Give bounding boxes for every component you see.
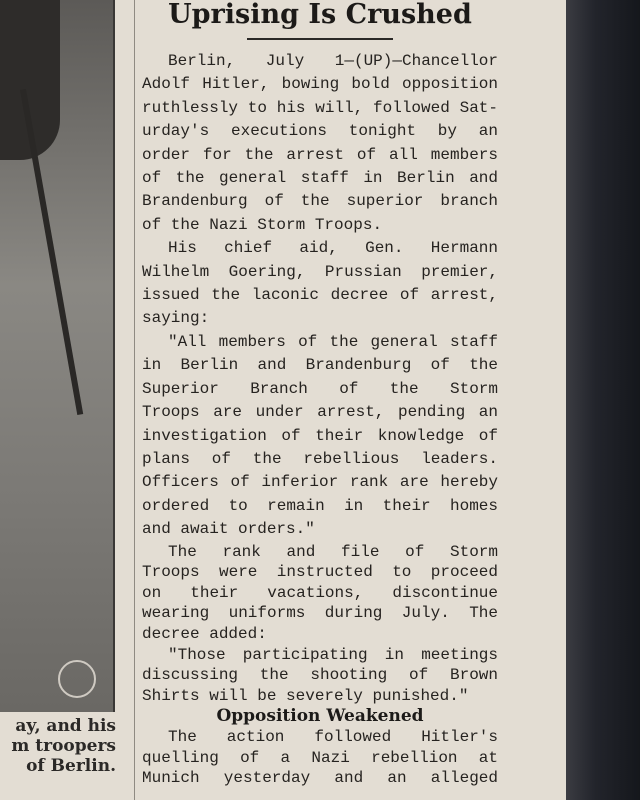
- photo-seal-stamp: [58, 660, 96, 698]
- paragraph: [142, 542, 498, 645]
- news-photo: [0, 0, 115, 712]
- caption-line: m troopers: [11, 736, 116, 756]
- text-line: Troops are under arrest, pending an: [142, 403, 498, 422]
- caption-line: ay, and his: [15, 716, 116, 736]
- paragraph: [142, 645, 498, 707]
- text-line: Superior Branch of the Storm: [142, 379, 498, 398]
- headline: Uprising Is Crushed: [168, 0, 472, 30]
- text-line: decree added:: [142, 624, 267, 643]
- background-edge: [566, 0, 640, 800]
- headline-rule: [247, 38, 393, 40]
- text-line: The action followed Hitler's: [168, 728, 498, 747]
- text-line: order for the arrest of all members: [142, 145, 498, 164]
- text-line: Officers of inferior rank are hereby: [142, 473, 498, 492]
- text-line: issued the laconic decree of arrest,: [142, 286, 498, 305]
- text-line: urday's executions tonight by an: [142, 122, 498, 141]
- text-line: Brandenburg of the superior branch: [142, 192, 498, 211]
- column-rule: [134, 0, 135, 800]
- text-line: of the Nazi Storm Troops.: [142, 215, 383, 234]
- caption-line: of Berlin.: [26, 756, 116, 776]
- text-line: ruthlessly to his will, followed Sat-: [142, 98, 498, 117]
- news-article: [142, 0, 498, 789]
- text-line: and await orders.": [142, 520, 315, 539]
- text-line: ordered to remain in their homes: [142, 496, 498, 515]
- text-line: of the general staff in Berlin and: [142, 169, 498, 188]
- text-line: The rank and file of Storm: [168, 542, 498, 561]
- text-line: Adolf Hitler, bowing bold opposition: [142, 75, 498, 94]
- text-line: Troops were instructed to proceed: [142, 563, 498, 582]
- text-line: on their vacations, discontinue: [142, 583, 498, 602]
- text-line: Shirts will be severely punished.": [142, 686, 469, 705]
- text-line: quelling of a Nazi rebellion at: [142, 748, 498, 767]
- article-body-continued: [142, 542, 498, 790]
- text-line: wearing uniforms during July. The: [142, 604, 498, 623]
- text-line: investigation of their knowledge of: [142, 426, 498, 445]
- paragraph: [142, 237, 498, 331]
- text-line: Wilhelm Goering, Prussian premier,: [142, 262, 498, 281]
- text-line: "All members of the general staff: [168, 332, 498, 351]
- text-line: plans of the rebellious leaders.: [142, 449, 498, 468]
- text-line: His chief aid, Gen. Hermann: [168, 239, 498, 258]
- text-line: in Berlin and Brandenburg of the: [142, 356, 498, 375]
- paragraph: [142, 50, 498, 237]
- text-line: discussing the shooting of Brown: [142, 666, 498, 685]
- subheading: Opposition Weakened: [216, 706, 424, 727]
- paragraph: [142, 331, 498, 542]
- photo-caption: [0, 716, 116, 776]
- text-line: saying:: [142, 309, 210, 328]
- text-line: Munich yesterday and an alleged: [142, 769, 498, 788]
- article-body: [142, 50, 498, 542]
- paragraph: [142, 727, 498, 789]
- text-line: Berlin, July 1—(UP)—Chancellor: [168, 52, 498, 70]
- text-line: "Those participating in meetings: [168, 645, 498, 664]
